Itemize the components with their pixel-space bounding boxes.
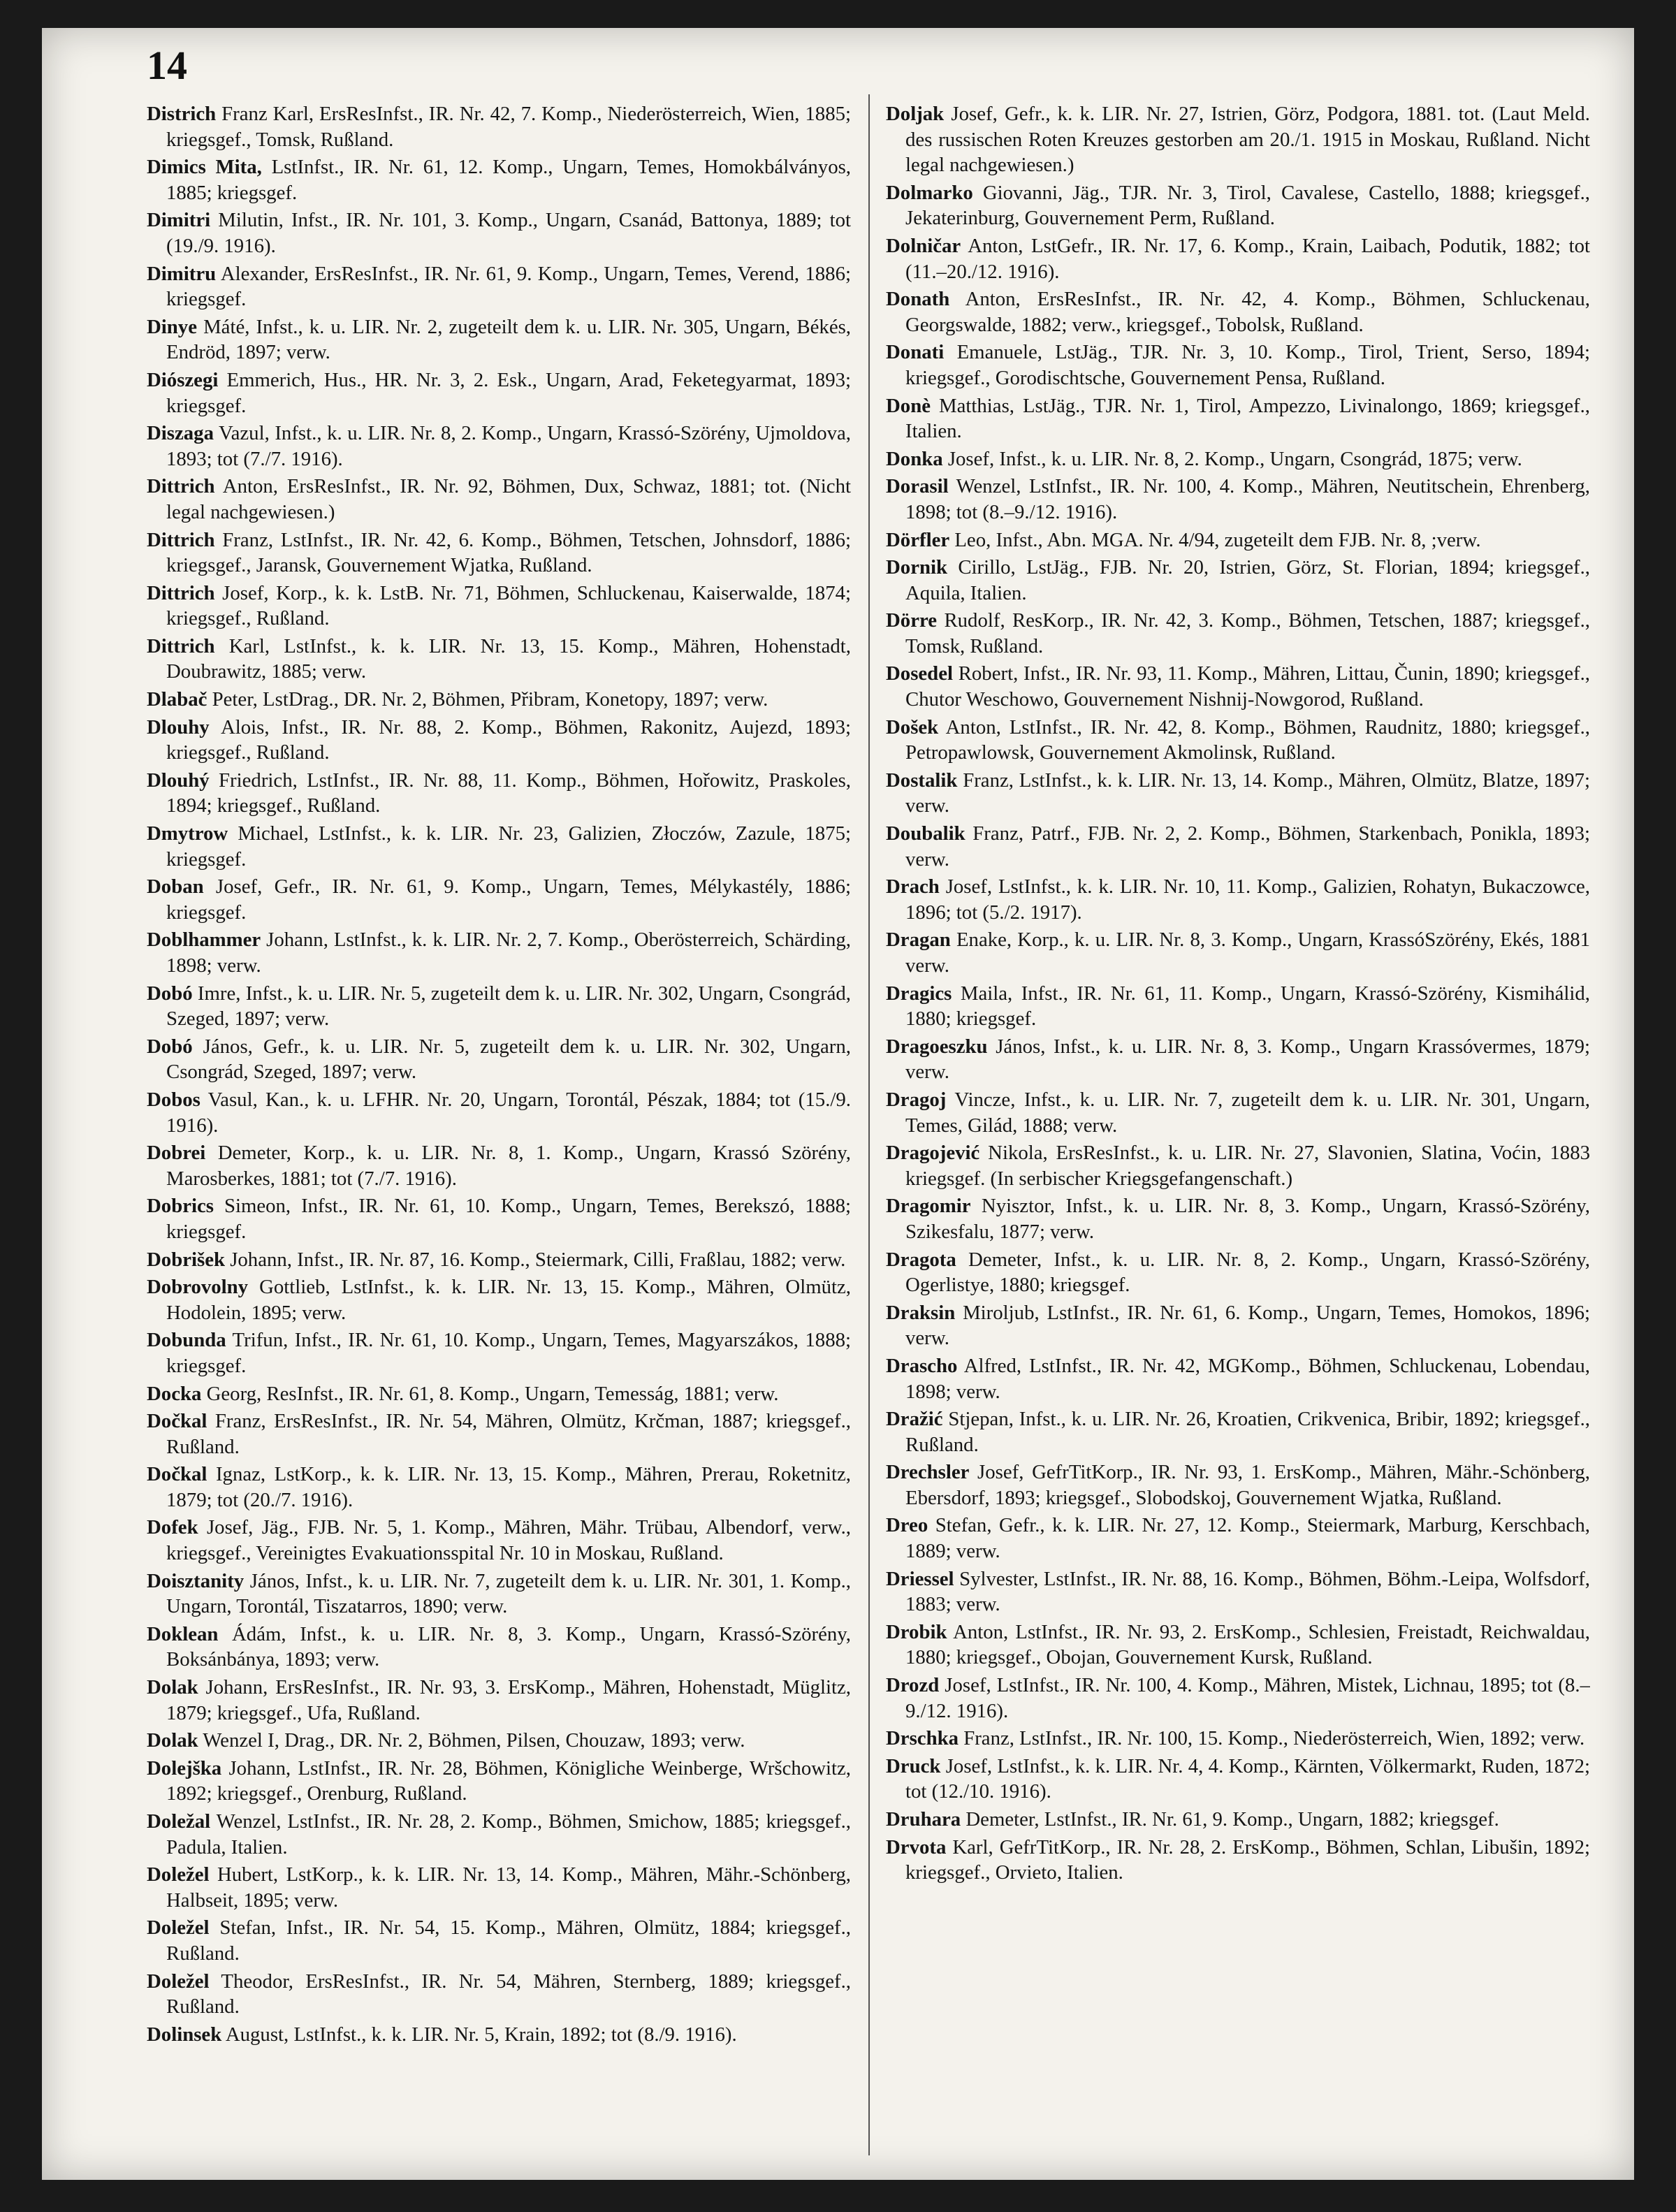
entry-surname: Dofek	[147, 1516, 198, 1539]
list-entry	[147, 314, 851, 365]
entry-text: Stefan, Gefr., k. k. LIR. Nr. 27, 12. Komp., Steiermark, Marburg, Kerschbach, 1889; verw.	[905, 1514, 1590, 1563]
entry-text: Franz, LstInfst., k. k. LIR. Nr. 13, 14. Komp., Mähren, Olmütz, Blatze, 1897; verw.	[905, 769, 1590, 817]
entry-surname: Dlabač	[147, 688, 207, 711]
entry-text: Demeter, Infst., k. u. LIR. Nr. 8, 2. Komp., Ungarn, Krassó-Szörény, Ogerlistye, 1880; kriegsgef.	[905, 1248, 1590, 1297]
list-entry	[886, 1726, 1590, 1752]
entry-surname: Drascho	[886, 1354, 958, 1377]
list-entry	[147, 368, 851, 419]
entry-surname: Dörre	[886, 609, 938, 632]
list-entry	[886, 1247, 1590, 1298]
entry-text: Milutin, Infst., IR. Nr. 101, 3. Komp., Ungarn, Csanád, Battonya, 1889; tot (19./9. 1916).	[166, 209, 851, 257]
list-entry	[147, 687, 851, 713]
entry-surname: Došek	[886, 715, 939, 738]
list-entry	[886, 1673, 1590, 1724]
entry-text: Wenzel, LstInfst., IR. Nr. 28, 2. Komp., Böhmen, Smichow, 1885; kriegsgef., Padula, Italien.	[166, 1810, 851, 1858]
entry-text: Josef, LstInfst., IR. Nr. 100, 4. Komp., Mähren, Mistek, Lichnau, 1895; tot (8.–9./12. 1916).	[905, 1674, 1590, 1722]
entry-surname: Doblhammer	[147, 929, 261, 952]
list-entry	[886, 286, 1590, 337]
list-entry	[147, 1515, 851, 1566]
entry-text: János, Infst., k. u. LIR. Nr. 7, zugeteilt dem k. u. LIR. Nr. 301, 1. Komp., Ungarn, Torontál, Tiszatarros, 1890; verw.	[166, 1569, 851, 1618]
entry-text: János, Gefr., k. u. LIR. Nr. 5, zugeteilt dem k. u. LIR. Nr. 302, Ungarn, Csongrád, Szeged, 1897; verw.	[166, 1035, 851, 1084]
entry-surname: Dražić	[886, 1408, 943, 1431]
entry-text: Anton, LstInfst., IR. Nr. 42, 8. Komp., Böhmen, Raudnitz, 1880; kriegsgef., Petropawlowsk, Gouvernement Akmolinsk, Rußland.	[905, 715, 1590, 764]
entry-text: Stefan, Infst., IR. Nr. 54, 15. Komp., Mähren, Olmütz, 1884; kriegsgef., Rußland.	[166, 1916, 851, 1965]
entry-text: Johann, LstInfst., k. k. LIR. Nr. 2, 7. Komp., Oberösterreich, Schärding, 1898; verw.	[166, 929, 851, 977]
entry-text: Michael, LstInfst., k. k. LIR. Nr. 23, Galizien, Złoczów, Zazule, 1875; kriegsgef.	[166, 822, 851, 871]
entry-surname: Dolničar	[886, 234, 961, 257]
entry-text: Demeter, Korp., k. u. LIR. Nr. 8, 1. Komp., Ungarn, Krassó Szörény, Marosberkes, 1881; tot (7./7. 1916).	[166, 1142, 851, 1190]
entry-text: Theodor, ErsResInfst., IR. Nr. 54, Mähren, Sternberg, 1889; kriegsgef., Rußland.	[166, 1970, 851, 2018]
list-entry	[147, 1622, 851, 1673]
entry-surname: Dorasil	[886, 475, 949, 498]
list-entry	[147, 1675, 851, 1726]
entry-text: Johann, Infst., IR. Nr. 87, 16. Komp., Steiermark, Cilli, Fraßlau, 1882; verw.	[230, 1248, 846, 1271]
entry-surname: Dostalik	[886, 769, 958, 792]
entry-text: Simeon, Infst., IR. Nr. 61, 10. Komp., Ungarn, Temes, Berekszó, 1888; kriegsgef.	[166, 1195, 851, 1243]
entry-surname: Diszaga	[147, 422, 214, 445]
list-entry	[886, 1460, 1590, 1511]
entry-text: Wenzel, LstInfst., IR. Nr. 100, 4. Komp., Mähren, Neutitschein, Ehrenberg, 1898; tot (8.–9./12. 1916).	[905, 475, 1590, 523]
entry-surname: Donè	[886, 394, 931, 417]
entry-text: Imre, Infst., k. u. LIR. Nr. 5, zugeteilt dem k. u. LIR. Nr. 302, Ungarn, Csongrád, Szeged, 1897; verw.	[166, 982, 851, 1031]
list-entry	[147, 715, 851, 766]
page-number: 14	[147, 43, 187, 88]
entry-surname: Dobunda	[147, 1329, 226, 1352]
right-column	[886, 101, 1590, 2155]
list-entry	[886, 527, 1590, 553]
entry-surname: Dragomir	[886, 1195, 971, 1218]
entry-text: Rudolf, ResKorp., IR. Nr. 42, 3. Komp., Böhmen, Tetschen, 1887; kriegsgef., Tomsk, Rußland.	[905, 609, 1590, 657]
entry-surname: Drozd	[886, 1674, 940, 1697]
entry-surname: Drvota	[886, 1835, 947, 1858]
list-entry	[147, 474, 851, 525]
list-entry	[147, 154, 851, 205]
entry-text: Josef, Infst., k. u. LIR. Nr. 8, 2. Komp., Ungarn, Csongrád, 1875; verw.	[947, 447, 1522, 470]
entry-surname: Dolak	[147, 1676, 198, 1699]
entry-text: Miroljub, LstInfst., IR. Nr. 61, 6. Komp., Ungarn, Temes, Homokos, 1896; verw.	[905, 1301, 1590, 1350]
entry-text: Sylvester, LstInfst., IR. Nr. 88, 16. Komp., Böhmen, Böhm.-Leipa, Wolfsdorf, 1883; verw.	[905, 1567, 1590, 1616]
entry-surname: Dobrovolny	[147, 1276, 249, 1299]
entry-text: Alois, Infst., IR. Nr. 88, 2. Komp., Böhmen, Rakonitz, Aujezd, 1893; kriegsgef., Rußland.	[166, 715, 851, 764]
entry-surname: Dolak	[147, 1729, 198, 1752]
entry-surname: Doljak	[886, 103, 945, 125]
entry-surname: Donati	[886, 341, 945, 364]
entry-text: Wenzel I, Drag., DR. Nr. 2, Böhmen, Pilsen, Chouzaw, 1893; verw.	[203, 1729, 745, 1752]
entry-surname: Diószegi	[147, 368, 219, 391]
entry-surname: Dolejška	[147, 1756, 222, 1780]
list-entry	[147, 208, 851, 259]
list-entry	[147, 1247, 851, 1273]
entry-surname: Dobrišek	[147, 1248, 225, 1271]
entry-surname: Driessel	[886, 1567, 954, 1590]
entry-surname: Drobik	[886, 1620, 947, 1643]
entry-text: Josef, Gefr., k. k. LIR. Nr. 27, Istrien, Görz, Podgora, 1881. tot. (Laut Meld. des russischen Roten Kreuzes gestorben am 20./1. 1915 in Moskau, Rußland. Nicht legal nachgewiesen.)	[905, 103, 1590, 177]
entry-surname: Dočkal	[147, 1410, 207, 1433]
list-entry	[147, 927, 851, 978]
entry-text: Josef, Korp., k. k. LstB. Nr. 71, Böhmen, Schluckenau, Kaiserwalde, 1874; kriegsgef., Rußland.	[166, 581, 851, 630]
list-entry	[886, 715, 1590, 766]
entry-text: Anton, ErsResInfst., IR. Nr. 42, 4. Komp., Böhmen, Schluckenau, Georgswalde, 1882; verw., kriegsgef., Tobolsk, Rußland.	[905, 288, 1590, 336]
list-entry	[147, 261, 851, 312]
entry-surname: Dosedel	[886, 662, 953, 685]
list-entry	[147, 1915, 851, 1966]
entry-surname: Doklean	[147, 1622, 219, 1645]
list-entry	[886, 1087, 1590, 1138]
entry-text: Matthias, LstJäg., TJR. Nr. 1, Tirol, Ampezzo, Livinalongo, 1869; kriegsgef., Italien.	[905, 394, 1590, 443]
list-entry	[886, 180, 1590, 231]
entry-text: Hubert, LstKorp., k. k. LIR. Nr. 13, 14. Komp., Mähren, Mähr.-Schönberg, Halbseit, 1895; verw.	[166, 1863, 851, 1912]
list-entry	[886, 927, 1590, 978]
entry-text: János, Infst., k. u. LIR. Nr. 8, 3. Komp., Ungarn Krassóvermes, 1879; verw.	[905, 1035, 1590, 1084]
entry-surname: Dobó	[147, 1035, 193, 1058]
entry-surname: Doležel	[147, 1916, 210, 1940]
entry-text: LstInfst., IR. Nr. 61, 12. Komp., Ungarn, Temes, Homokbálványos, 1885; kriegsgef.	[166, 156, 851, 204]
entry-text: Cirillo, LstJäg., FJB. Nr. 20, Istrien, Görz, St. Florian, 1894; kriegsgef., Aquila, Italien.	[905, 556, 1590, 604]
entry-text: Josef, LstInfst., k. k. LIR. Nr. 10, 11. Komp., Galizien, Rohatyn, Bukaczowce, 1896; tot (5./2. 1917).	[905, 875, 1590, 924]
list-entry	[886, 768, 1590, 819]
entry-text: Anton, ErsResInfst., IR. Nr. 92, Böhmen, Dux, Schwaz, 1881; tot. (Nicht legal nachgewiesen.)	[166, 475, 851, 523]
entry-surname: Dlouhy	[147, 715, 210, 738]
list-entry	[886, 1300, 1590, 1351]
list-entry	[886, 608, 1590, 659]
entry-text: Alexander, ErsResInfst., IR. Nr. 61, 9. Komp., Ungarn, Temes, Verend, 1886; kriegsgef.	[166, 262, 851, 311]
entry-surname: Dolmarko	[886, 181, 973, 204]
entry-text: Franz Karl, ErsResInfst., IR. Nr. 42, 7. Komp., Niederösterreich, Wien, 1885; kriegsgef., Tomsk, Rußland.	[166, 103, 851, 151]
entry-surname: Dočkal	[147, 1463, 207, 1486]
entry-text: Franz, LstInfst., IR. Nr. 100, 15. Komp., Niederösterreich, Wien, 1892; verw.	[963, 1727, 1585, 1750]
entry-surname: Docka	[147, 1382, 202, 1405]
list-entry	[147, 1087, 851, 1138]
list-entry	[147, 981, 851, 1032]
entry-surname: Drechsler	[886, 1461, 970, 1484]
entry-text: Nikola, ErsResInfst., k. u. LIR. Nr. 27, Slavonien, Slatina, Voćin, 1883 kriegsgef. (In serbischer Kriegsgefangenschaft.)	[905, 1142, 1590, 1190]
entry-surname: Dimics Mita,	[147, 156, 262, 179]
entry-surname: Dragics	[886, 982, 952, 1005]
entry-surname: Dornik	[886, 556, 948, 579]
entry-surname: Dittrich	[147, 634, 215, 657]
list-entry	[147, 1862, 851, 1913]
entry-surname: Dittrich	[147, 528, 215, 551]
list-entry	[147, 1193, 851, 1244]
entry-surname: Doban	[147, 875, 204, 898]
list-entry	[147, 874, 851, 925]
list-entry	[886, 446, 1590, 472]
entry-text: Ignaz, LstKorp., k. k. LIR. Nr. 13, 15. Komp., Mähren, Prerau, Roketnitz, 1879; tot (20./7. 1916).	[166, 1463, 851, 1511]
list-entry	[147, 1728, 851, 1754]
list-entry	[886, 555, 1590, 606]
entry-text: Emanuele, LstJäg., TJR. Nr. 3, 10. Komp., Tirol, Trient, Serso, 1894; kriegsgef., Gorodischtsche, Gouvernement Pensa, Rußland.	[905, 341, 1590, 389]
list-entry	[886, 661, 1590, 712]
entry-text: Josef, LstInfst., k. k. LIR. Nr. 4, 4. Komp., Kärnten, Völkermarkt, Ruden, 1872; tot (12./10. 1916).	[905, 1754, 1590, 1803]
entry-surname: Dimitri	[147, 209, 211, 232]
entry-surname: Dragojević	[886, 1142, 980, 1165]
list-entry	[147, 1034, 851, 1085]
entry-text: August, LstInfst., k. k. LIR. Nr. 5, Krain, 1892; tot (8./9. 1916).	[225, 2023, 737, 2046]
list-entry	[886, 233, 1590, 284]
entry-text: Karl, LstInfst., k. k. LIR. Nr. 13, 15. Komp., Mähren, Hohenstadt, Doubrawitz, 1885; verw.	[166, 634, 851, 683]
list-entry	[886, 1140, 1590, 1191]
entry-surname: Districh	[147, 103, 217, 125]
list-entry	[147, 768, 851, 819]
list-entry	[886, 1406, 1590, 1457]
entry-text: Gottlieb, LstInfst., k. k. LIR. Nr. 13, 15. Komp., Mähren, Olmütz, Hodolein, 1895; verw.	[166, 1276, 851, 1324]
entry-surname: Dlouhý	[147, 769, 210, 792]
entry-surname: Dimitru	[147, 262, 217, 285]
list-entry	[147, 1409, 851, 1460]
entry-text: Vincze, Infst., k. u. LIR. Nr. 7, zugeteilt dem k. u. LIR. Nr. 301, Ungarn, Temes, Gilád, 1888; verw.	[905, 1088, 1590, 1137]
entry-surname: Dolinsek	[147, 2023, 222, 2046]
entry-text: Enake, Korp., k. u. LIR. Nr. 8, 3. Komp., Ungarn, KrassóSzörény, Ekés, 1881 verw.	[905, 929, 1590, 977]
entry-surname: Druck	[886, 1754, 941, 1777]
entry-surname: Doležel	[147, 1970, 210, 1993]
list-entry	[886, 981, 1590, 1032]
entry-surname: Dittrich	[147, 581, 215, 604]
entry-surname: Dinye	[147, 315, 197, 338]
entry-surname: Dobó	[147, 982, 193, 1005]
entry-text: Nyisztor, Infst., k. u. LIR. Nr. 8, 3. Komp., Ungarn, Krassó-Szörény, Szikesfalu, 1877; verw.	[905, 1195, 1590, 1243]
entry-surname: Dragoj	[886, 1088, 947, 1111]
list-entry	[147, 1809, 851, 1860]
list-entry	[147, 1756, 851, 1807]
entry-surname: Dobrics	[147, 1195, 214, 1218]
entry-text: Stjepan, Infst., k. u. LIR. Nr. 26, Kroatien, Crikvenica, Bribir, 1892; kriegsgef., Rußland.	[905, 1408, 1590, 1456]
list-entry	[147, 1969, 851, 2020]
list-entry	[886, 821, 1590, 872]
list-entry	[147, 1327, 851, 1378]
entry-surname: Dragan	[886, 929, 951, 952]
entry-text: Friedrich, LstInfst., IR. Nr. 88, 11. Komp., Böhmen, Hořowitz, Praskoles, 1894; kriegsgef., Rußland.	[166, 769, 851, 817]
entry-surname: Dobos	[147, 1088, 201, 1111]
entry-text: Johann, ErsResInfst., IR. Nr. 93, 3. ErsKomp., Mähren, Hohenstadt, Müglitz, 1879; kriegsgef., Ufa, Rußland.	[166, 1676, 851, 1724]
list-entry	[147, 821, 851, 872]
entry-surname: Dittrich	[147, 475, 215, 498]
list-entry	[886, 1620, 1590, 1671]
entry-surname: Drach	[886, 875, 940, 898]
page	[42, 28, 1634, 2180]
list-entry	[886, 1353, 1590, 1404]
entry-text: Máté, Infst., k. u. LIR. Nr. 2, zugeteilt dem k. u. LIR. Nr. 305, Ungarn, Békés, Endröd, 1897; verw.	[166, 315, 851, 364]
entry-text: Demeter, LstInfst., IR. Nr. 61, 9. Komp., Ungarn, 1882; kriegsgef.	[965, 1808, 1499, 1831]
list-entry	[886, 1807, 1590, 1833]
entry-text: Ádám, Infst., k. u. LIR. Nr. 8, 3. Komp., Ungarn, Krassó-Szörény, Boksánbánya, 1893; verw.	[166, 1622, 851, 1671]
entry-surname: Dreo	[886, 1514, 928, 1537]
entry-surname: Dragoeszku	[886, 1035, 988, 1058]
list-entry	[886, 1754, 1590, 1805]
entry-text: Josef, Jäg., FJB. Nr. 5, 1. Komp., Mähren, Mähr. Trübau, Albendorf, verw., kriegsgef., Vereinigtes Evakuationsspital Nr. 10 in Moskau, Rußland.	[166, 1516, 851, 1565]
entry-surname: Doubalik	[886, 822, 965, 845]
list-entry	[147, 1462, 851, 1513]
entry-text: Vazul, Infst., k. u. LIR. Nr. 8, 2. Komp., Ungarn, Krassó-Szörény, Ujmoldova, 1893; tot (7./7. 1916).	[166, 422, 851, 470]
entry-surname: Doisztanity	[147, 1569, 245, 1592]
entry-surname: Dragota	[886, 1248, 956, 1271]
entry-surname: Donath	[886, 288, 950, 311]
entry-surname: Dmytrow	[147, 822, 228, 845]
entry-text: Trifun, Infst., IR. Nr. 61, 10. Komp., Ungarn, Temes, Magyarszákos, 1888; kriegsgef.	[166, 1329, 851, 1377]
entry-text: Emmerich, Hus., HR. Nr. 3, 2. Esk., Ungarn, Arad, Feketegyarmat, 1893; kriegsgef.	[166, 368, 851, 417]
list-entry	[147, 421, 851, 472]
list-entry	[886, 474, 1590, 525]
entry-text: Robert, Infst., IR. Nr. 93, 11. Komp., Mähren, Littau, Čunin, 1890; kriegsgef., Chutor Weschowo, Gouvernement Nishnij-Nowgorod, Rußland.	[905, 662, 1590, 711]
left-column	[147, 101, 851, 2155]
entry-surname: Drschka	[886, 1727, 959, 1750]
entry-surname: Doležel	[147, 1863, 210, 1886]
entry-text: Georg, ResInfst., IR. Nr. 61, 8. Komp., Ungarn, Temesság, 1881; verw.	[206, 1382, 779, 1405]
entry-text: Franz, Patrf., FJB. Nr. 2, 2. Komp., Böhmen, Starkenbach, Ponikla, 1893; verw.	[905, 822, 1590, 871]
entry-text: Alfred, LstInfst., IR. Nr. 42, MGKomp., Böhmen, Schluckenau, Lobendau, 1898; verw.	[905, 1354, 1590, 1403]
entry-surname: Draksin	[886, 1301, 956, 1324]
list-entry	[147, 1140, 851, 1191]
entry-text: Anton, LstInfst., IR. Nr. 93, 2. ErsKomp., Schlesien, Freistadt, Reichwaldau, 1880; kriegsgef., Obojan, Gouvernement Kursk, Rußland.	[905, 1620, 1590, 1669]
list-entry	[147, 1381, 851, 1407]
entry-text: Maila, Infst., IR. Nr. 61, 11. Komp., Ungarn, Krassó-Szörény, Kismihálid, 1880; kriegsgef.	[905, 982, 1590, 1031]
entry-surname: Doležal	[147, 1810, 211, 1833]
list-entry	[147, 581, 851, 632]
entry-text: Karl, GefrTitKorp., IR. Nr. 28, 2. ErsKomp., Böhmen, Schlan, Libušin, 1892; kriegsgef., Orvieto, Italien.	[905, 1835, 1590, 1884]
entry-surname: Dobrei	[147, 1142, 206, 1165]
entry-text: Franz, ErsResInfst., IR. Nr. 54, Mähren, Olmütz, Krčman, 1887; kriegsgef., Rußland.	[166, 1410, 851, 1458]
entry-text: Josef, Gefr., IR. Nr. 61, 9. Komp., Ungarn, Temes, Mélykastély, 1886; kriegsgef.	[166, 875, 851, 924]
list-entry	[147, 101, 851, 152]
list-entry	[886, 101, 1590, 178]
list-entry	[147, 1569, 851, 1620]
list-entry	[886, 393, 1590, 444]
entry-surname: Druhara	[886, 1808, 961, 1831]
entry-surname: Dörfler	[886, 528, 950, 551]
list-entry	[886, 1513, 1590, 1564]
entry-text: Josef, GefrTitKorp., IR. Nr. 93, 1. ErsKomp., Mähren, Mähr.-Schönberg, Ebersdorf, 1893; kriegsgef., Slobodskoj, Gouvernement Wjatka, Rußland.	[905, 1461, 1590, 1509]
list-entry	[147, 1274, 851, 1325]
entry-surname: Donka	[886, 447, 943, 470]
list-entry	[147, 2022, 851, 2048]
list-entry	[886, 874, 1590, 925]
list-entry	[147, 527, 851, 579]
entry-text: Vasul, Kan., k. u. LFHR. Nr. 20, Ungarn, Torontál, Pészak, 1884; tot (15./9. 1916).	[166, 1088, 851, 1137]
entry-text: Johann, LstInfst., IR. Nr. 28, Böhmen, Königliche Weinberge, Wršchowitz, 1892; kriegsgef., Orenburg, Rußland.	[166, 1756, 851, 1805]
entry-text: Franz, LstInfst., IR. Nr. 42, 6. Komp., Böhmen, Tetschen, Johnsdorf, 1886; kriegsgef., Jaransk, Gouvernement Wjatka, Rußland.	[166, 528, 851, 577]
list-entry	[886, 1193, 1590, 1244]
list-entry	[886, 340, 1590, 391]
list-entry	[147, 634, 851, 685]
entry-text: Anton, LstGefr., IR. Nr. 17, 6. Komp., Krain, Laibach, Podutik, 1882; tot (11.–20./12. 1916).	[905, 234, 1590, 283]
entry-text: Giovanni, Jäg., TJR. Nr. 3, Tirol, Cavalese, Castello, 1888; kriegsgef., Jekaterinburg, Gouvernement Perm, Rußland.	[905, 181, 1590, 230]
entry-text: Peter, LstDrag., DR. Nr. 2, Böhmen, Přibram, Konetopy, 1897; verw.	[212, 688, 768, 711]
list-entry	[886, 1835, 1590, 1886]
entry-text: Leo, Infst., Abn. MGA. Nr. 4/94, zugeteilt dem FJB. Nr. 8, ;verw.	[954, 528, 1481, 551]
column-divider	[868, 94, 870, 2155]
list-entry	[886, 1566, 1590, 1617]
list-entry	[886, 1034, 1590, 1085]
